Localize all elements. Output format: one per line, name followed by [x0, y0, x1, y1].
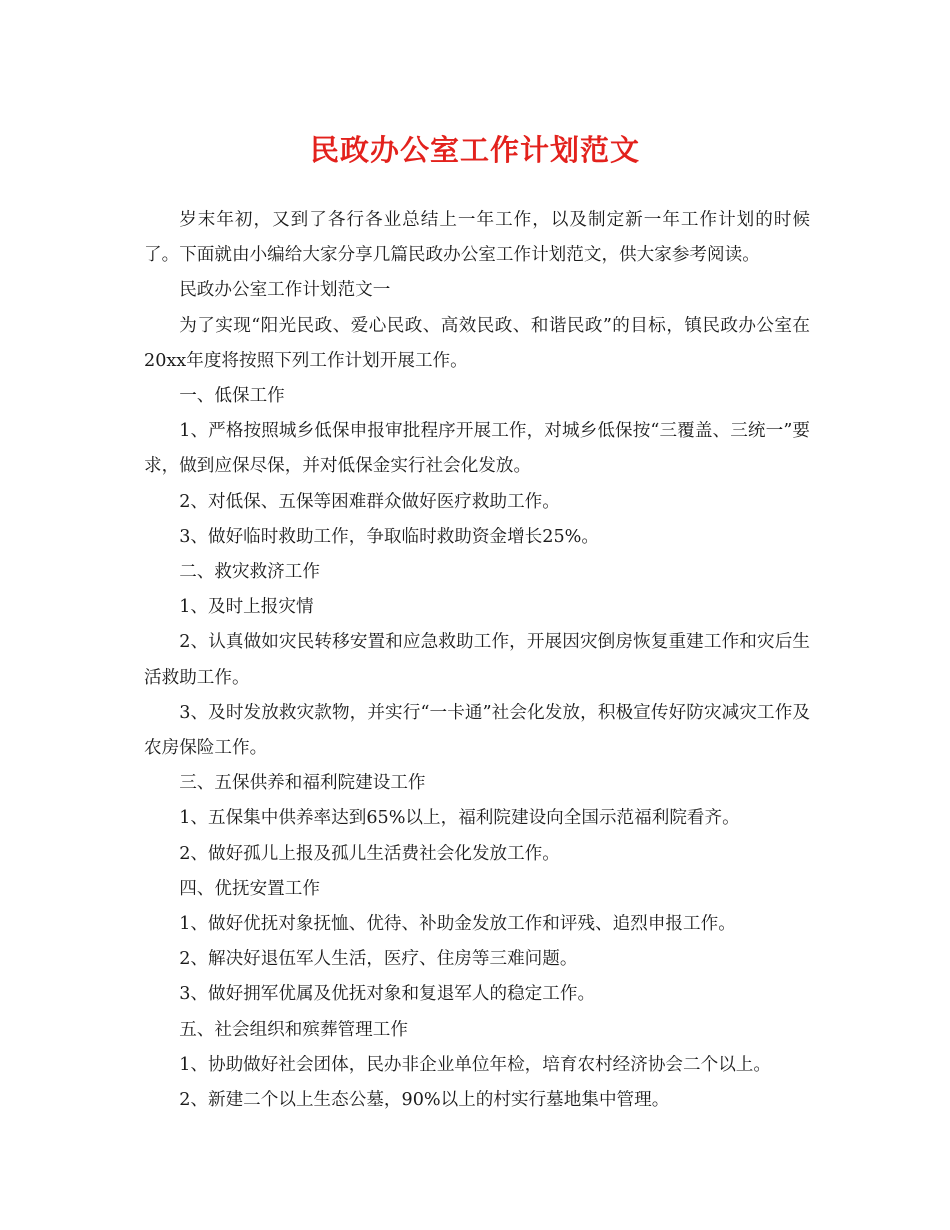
section-heading-social-org: 五、社会组织和殡葬管理工作	[179, 1019, 408, 1040]
section-heading-low-income: 一、低保工作	[179, 386, 285, 407]
goal-paragraph: 为了实现“阳光民政、爱心民政、高效民政、和谐民政”的目标，镇民政办公室在20xx年度将按照下列工作计划开展工作。	[144, 315, 810, 371]
list-item: 3、及时发放救灾款物，并实行“一卡通”社会化发放，积极宣传好防灾减灾工作及农房保险工作。	[144, 702, 810, 759]
list-item: 2、解决好退伍军人生活，医疗、住房等三难问题。	[179, 949, 578, 970]
list-item: 2、认真做如灾民转移安置和应急救助工作，开展因灾倒房恢复重建工作和灾后生活救助工作。	[144, 632, 810, 688]
document-title: 民政办公室工作计划范文	[309, 133, 640, 167]
list-item: 1、及时上报灾情	[179, 597, 314, 618]
list-item: 1、严格按照城乡低保申报审批程序开展工作，对城乡低保按“三覆盖、三统一”要求，做到应保尽保，并对低保金实行社会化发放。	[144, 421, 810, 477]
section-heading-sample-one: 民政办公室工作计划范文一	[179, 280, 391, 301]
list-item: 3、做好拥军优属及优抚对象和复退军人的稳定工作。	[179, 984, 596, 1005]
list-item: 2、做好孤儿上报及孤儿生活费社会化发放工作。	[179, 843, 560, 864]
intro-paragraph: 岁末年初，又到了各行各业总结上一年工作，以及制定新一年工作计划的时候了。下面就由小编给大家分享几篇民政办公室工作计划范文，供大家参考阅读。	[144, 210, 810, 266]
section-heading-placement: 四、优抚安置工作	[179, 878, 320, 899]
list-item: 1、协助做好社会团体，民办非企业单位年检，培育农村经济协会二个以上。	[179, 1054, 771, 1075]
section-heading-welfare: 三、五保供养和福利院建设工作	[179, 773, 426, 794]
list-item: 1、五保集中供养率达到65%以上，福利院建设向全国示范福利院看齐。	[179, 808, 740, 829]
list-item: 2、新建二个以上生态公墓，90%以上的村实行墓地集中管理。	[179, 1090, 670, 1111]
section-heading-disaster-relief: 二、救灾救济工作	[179, 562, 320, 583]
list-item: 2、对低保、五保等困难群众做好医疗救助工作。	[179, 491, 560, 512]
list-item: 3、做好临时救助工作，争取临时救助资金增长25%。	[179, 526, 599, 547]
list-item: 1、做好优抚对象抚恤、优待、补助金发放工作和评残、追烈申报工作。	[179, 914, 736, 935]
document-body	[144, 203, 810, 1118]
